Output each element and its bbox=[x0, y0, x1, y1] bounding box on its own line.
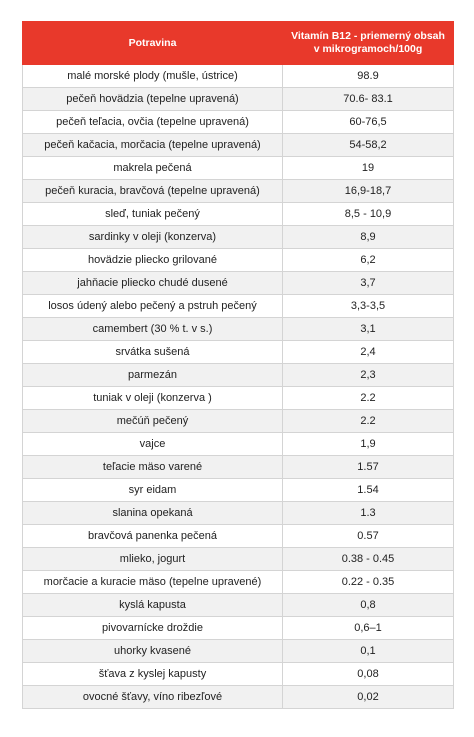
food-name-cell: camembert (30 % t. v s.) bbox=[23, 318, 283, 341]
table-row bbox=[23, 617, 454, 640]
table-row bbox=[23, 525, 454, 548]
food-name-cell: kyslá kapusta bbox=[23, 594, 283, 617]
b12-value-cell: 0,08 bbox=[283, 663, 454, 686]
food-name-cell: syr eidam bbox=[23, 479, 283, 502]
b12-value-cell: 70.6- 83.1 bbox=[283, 88, 454, 111]
food-name-cell: mlieko, jogurt bbox=[23, 548, 283, 571]
table-body bbox=[23, 65, 454, 709]
table-row bbox=[23, 410, 454, 433]
table-row bbox=[23, 502, 454, 525]
table-row bbox=[23, 318, 454, 341]
food-name-cell: srvátka sušená bbox=[23, 341, 283, 364]
table-row bbox=[23, 272, 454, 295]
food-name-cell: vajce bbox=[23, 433, 283, 456]
header-vitamin-b12: Vitamín B12 - priemerný obsah v mikrogramoch/100g bbox=[283, 22, 454, 65]
b12-value-cell: 3,3-3,5 bbox=[283, 295, 454, 318]
table-row bbox=[23, 387, 454, 410]
food-name-cell: šťava z kyslej kapusty bbox=[23, 663, 283, 686]
b12-value-cell: 2.2 bbox=[283, 410, 454, 433]
food-name-cell: malé morské plody (mušle, ústrice) bbox=[23, 65, 283, 88]
b12-value-cell: 2,3 bbox=[283, 364, 454, 387]
table-row bbox=[23, 65, 454, 88]
b12-value-cell: 2,4 bbox=[283, 341, 454, 364]
vitamin-b12-table-container bbox=[22, 21, 453, 709]
b12-value-cell: 3,1 bbox=[283, 318, 454, 341]
food-name-cell: tuniak v oleji (konzerva ) bbox=[23, 387, 283, 410]
food-name-cell: pečeň teľacia, ovčia (tepelne upravená) bbox=[23, 111, 283, 134]
food-name-cell: sardinky v oleji (konzerva) bbox=[23, 226, 283, 249]
b12-value-cell: 0.57 bbox=[283, 525, 454, 548]
b12-value-cell: 16,9-18,7 bbox=[283, 180, 454, 203]
b12-value-cell: 0,02 bbox=[283, 686, 454, 709]
table-row bbox=[23, 640, 454, 663]
food-name-cell: uhorky kvasené bbox=[23, 640, 283, 663]
b12-value-cell: 54-58,2 bbox=[283, 134, 454, 157]
food-name-cell: jahňacie pliecko chudé dusené bbox=[23, 272, 283, 295]
table-row bbox=[23, 111, 454, 134]
food-name-cell: bravčová panenka pečená bbox=[23, 525, 283, 548]
b12-value-cell: 0,6–1 bbox=[283, 617, 454, 640]
header-food: Potravina bbox=[23, 22, 283, 65]
b12-value-cell: 0.38 - 0.45 bbox=[283, 548, 454, 571]
table-row bbox=[23, 456, 454, 479]
table-row bbox=[23, 364, 454, 387]
table-row bbox=[23, 433, 454, 456]
b12-value-cell: 1.3 bbox=[283, 502, 454, 525]
b12-value-cell: 0.22 - 0.35 bbox=[283, 571, 454, 594]
food-name-cell: pečeň kačacia, morčacia (tepelne upravená) bbox=[23, 134, 283, 157]
b12-value-cell: 98.9 bbox=[283, 65, 454, 88]
food-name-cell: pivovarnícke droždie bbox=[23, 617, 283, 640]
b12-value-cell: 19 bbox=[283, 157, 454, 180]
table-header bbox=[23, 22, 454, 65]
food-name-cell: teľacie mäso varené bbox=[23, 456, 283, 479]
table-row bbox=[23, 295, 454, 318]
table-row bbox=[23, 594, 454, 617]
table-row bbox=[23, 180, 454, 203]
b12-value-cell: 60-76,5 bbox=[283, 111, 454, 134]
table-row bbox=[23, 341, 454, 364]
food-name-cell: losos údený alebo pečený a pstruh pečený bbox=[23, 295, 283, 318]
b12-value-cell: 6,2 bbox=[283, 249, 454, 272]
b12-value-cell: 1.54 bbox=[283, 479, 454, 502]
food-name-cell: pečeň kuracia, bravčová (tepelne upravená) bbox=[23, 180, 283, 203]
food-name-cell: hovädzie pliecko grilované bbox=[23, 249, 283, 272]
header-row bbox=[23, 22, 454, 65]
table-row bbox=[23, 249, 454, 272]
table-row bbox=[23, 479, 454, 502]
table-row bbox=[23, 663, 454, 686]
food-name-cell: mečúň pečený bbox=[23, 410, 283, 433]
table-row bbox=[23, 203, 454, 226]
table-row bbox=[23, 134, 454, 157]
table-row bbox=[23, 88, 454, 111]
table-row bbox=[23, 157, 454, 180]
b12-value-cell: 1,9 bbox=[283, 433, 454, 456]
food-name-cell: slanina opekaná bbox=[23, 502, 283, 525]
food-name-cell: parmezán bbox=[23, 364, 283, 387]
food-name-cell: pečeň hovädzia (tepelne upravená) bbox=[23, 88, 283, 111]
food-name-cell: morčacie a kuracie mäso (tepelne upravené) bbox=[23, 571, 283, 594]
b12-value-cell: 0,8 bbox=[283, 594, 454, 617]
b12-value-cell: 0,1 bbox=[283, 640, 454, 663]
b12-value-cell: 8,9 bbox=[283, 226, 454, 249]
b12-value-cell: 1.57 bbox=[283, 456, 454, 479]
food-name-cell: sleď, tuniak pečený bbox=[23, 203, 283, 226]
b12-value-cell: 8,5 - 10,9 bbox=[283, 203, 454, 226]
b12-value-cell: 2.2 bbox=[283, 387, 454, 410]
food-name-cell: ovocné šťavy, víno ribezľové bbox=[23, 686, 283, 709]
table-row bbox=[23, 226, 454, 249]
table-row bbox=[23, 548, 454, 571]
vitamin-b12-table bbox=[22, 21, 454, 709]
table-row bbox=[23, 571, 454, 594]
b12-value-cell: 3,7 bbox=[283, 272, 454, 295]
food-name-cell: makrela pečená bbox=[23, 157, 283, 180]
table-row bbox=[23, 686, 454, 709]
